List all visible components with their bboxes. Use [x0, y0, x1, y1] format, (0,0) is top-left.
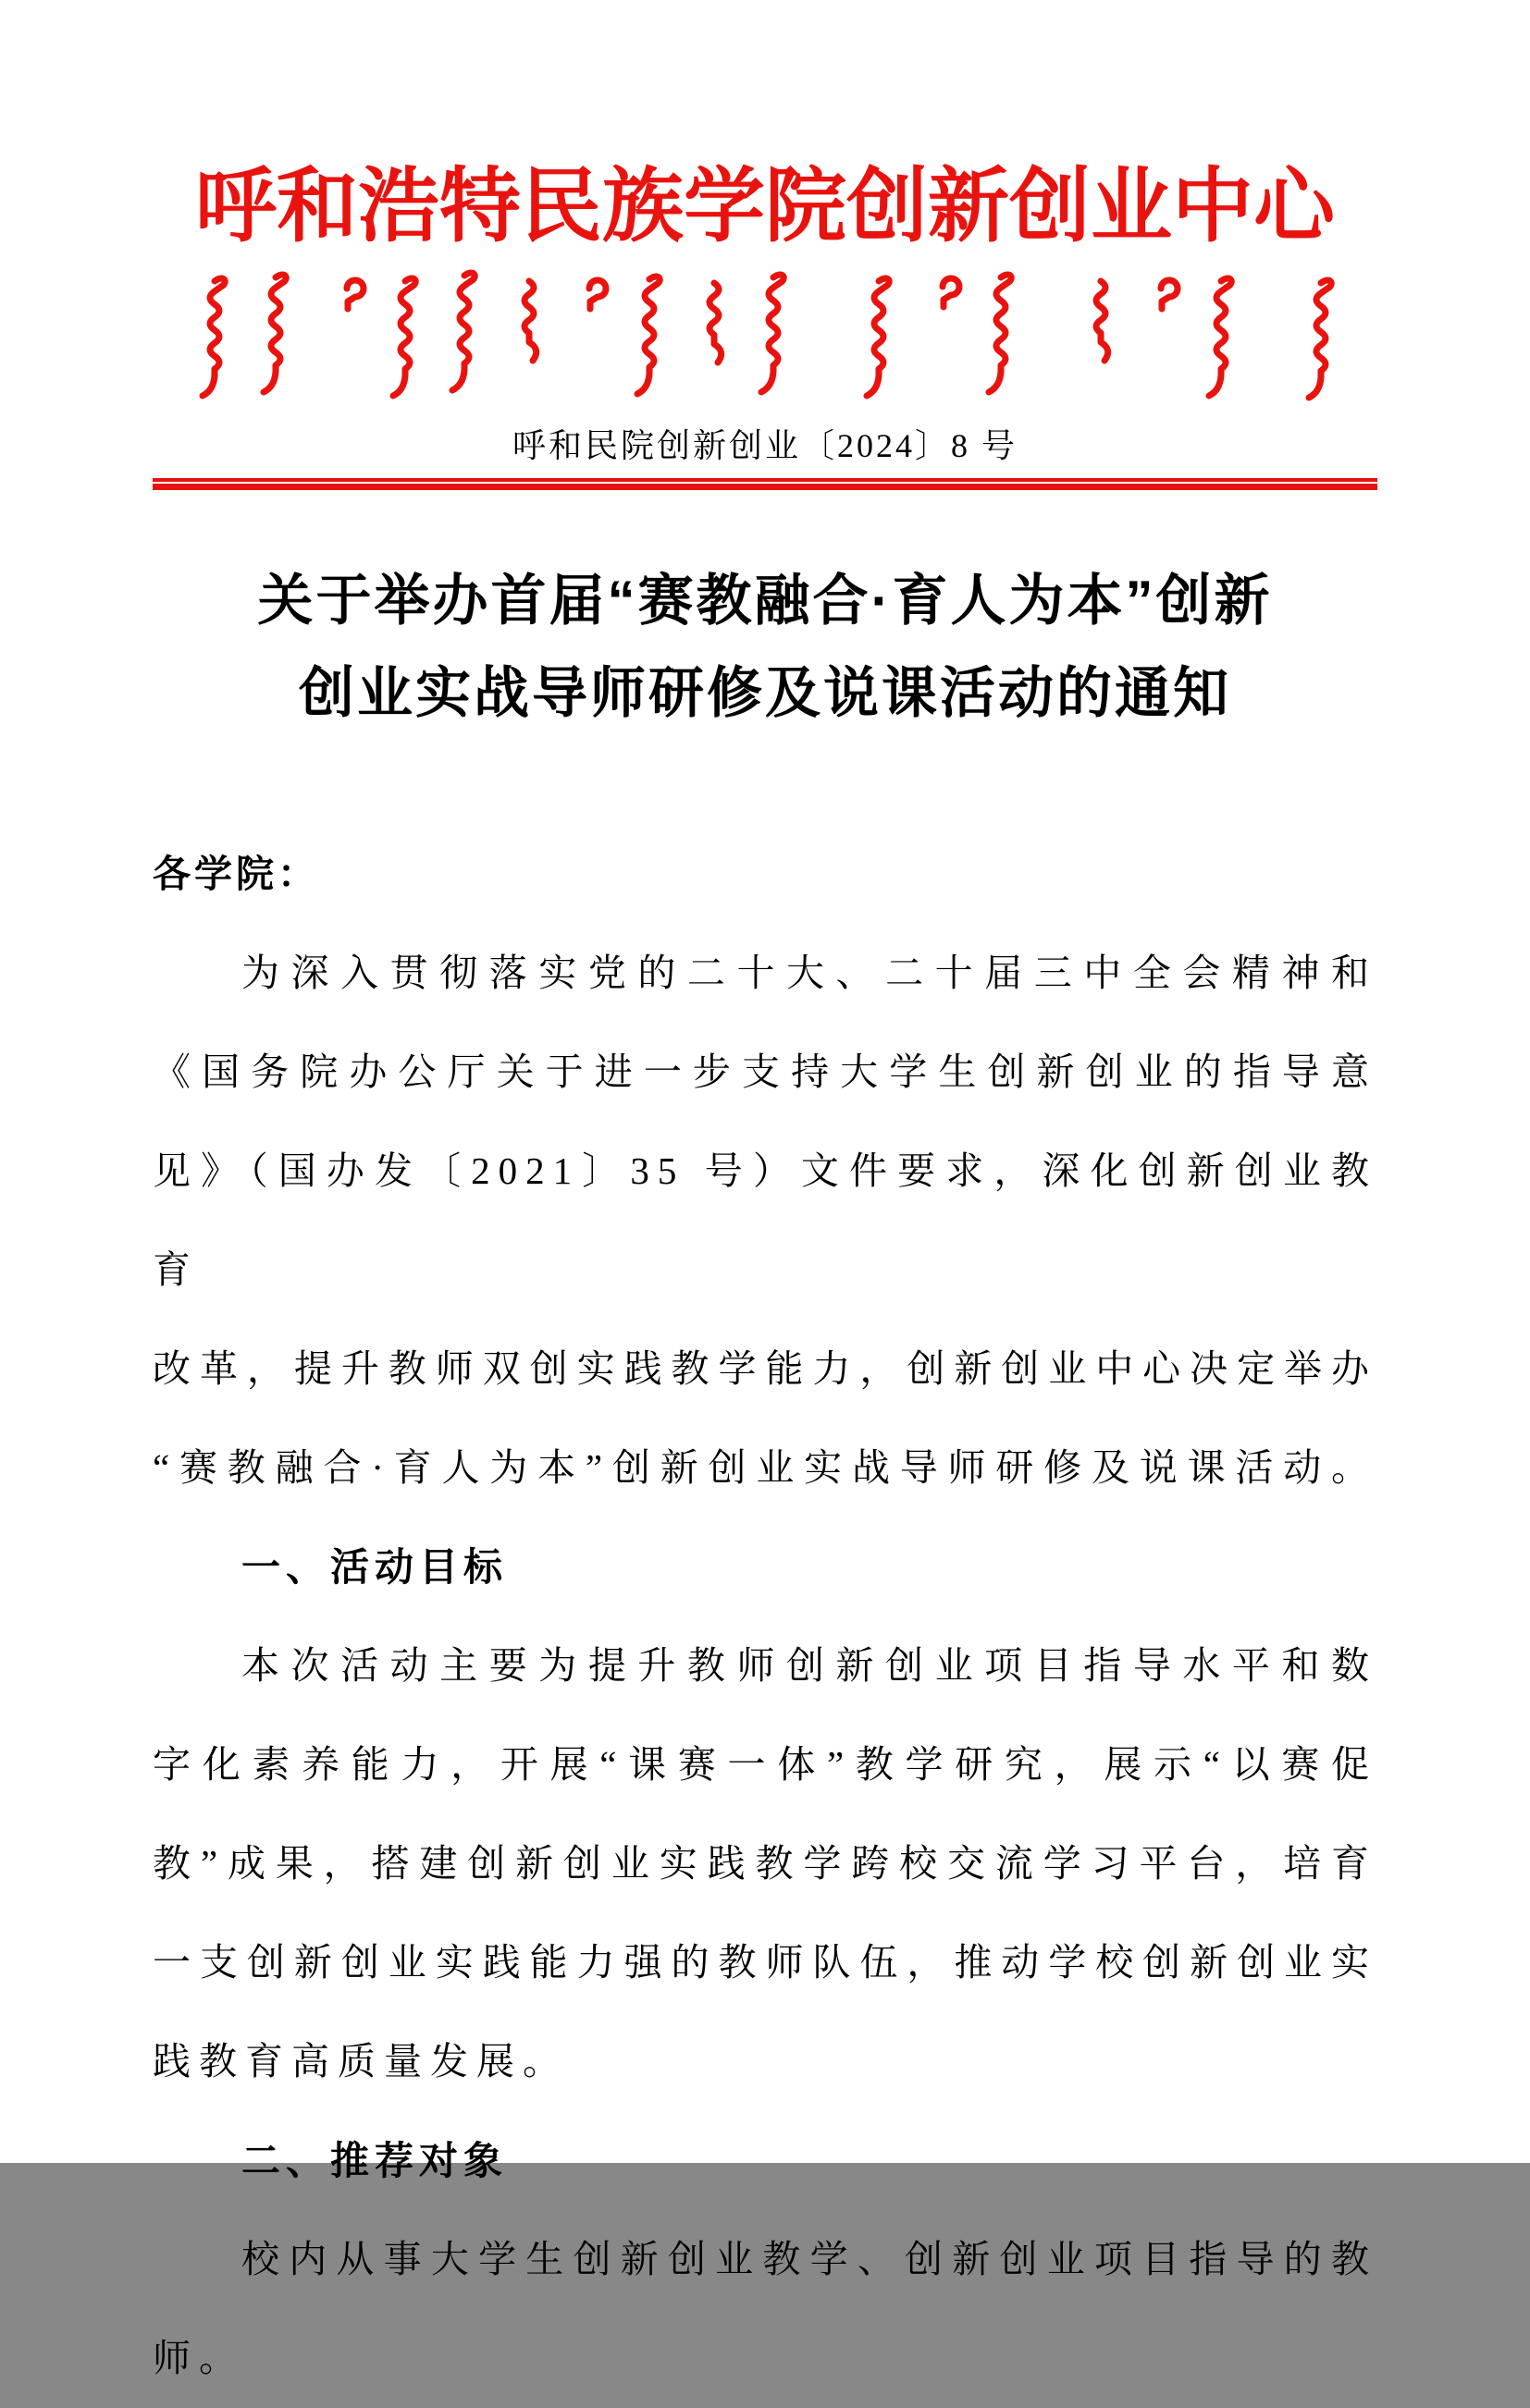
document-body: [153, 825, 1377, 2408]
body-line: “赛教融合·育人为本”创新创业实战导师研修及说课活动。: [153, 1446, 1377, 1489]
body-line: 一支创新创业实践能力强的教师队伍，推动学校创新创业实: [153, 1941, 1377, 1984]
body-line: 校内从事大学生创新创业教学、创新创业项目指导的教: [241, 2238, 1377, 2280]
section-heading-1: 一、活动目标: [241, 1545, 509, 1589]
body-line: 见》（国办发〔2021〕35 号）文件要求，深化创新创业教育: [153, 1149, 1377, 1291]
body-line: 为深入贯彻落实党的二十大、二十届三中全会精神和: [241, 952, 1377, 994]
body-line: 践教育高质量发展。: [153, 2040, 569, 2082]
doc-number: 呼和民院创新创业〔2024〕8 号: [512, 427, 1018, 464]
body-line: 《国务院办公厅关于进一步支持大学生创新创业的指导意: [153, 1050, 1377, 1093]
org-name-header: 呼和浩特民族学院创新创业中心: [194, 160, 1335, 252]
red-divider-line: [153, 478, 1377, 490]
doc-title-line2: 创业实战导师研修及说课活动的通知: [299, 662, 1231, 724]
body-line: 教”成果，搭建创新创业实践教学跨校交流学习平台，培育: [153, 1842, 1377, 1885]
body-line: 本次活动主要为提升教师创新创业项目指导水平和数: [241, 1644, 1377, 1687]
mongolian-script-text: [153, 266, 1377, 407]
body-line: 改革，提升教师双创实践教学能力，创新创业中心决定举办: [153, 1347, 1377, 1390]
doc-title-line1: 关于举办首届“赛教融合·育人为本”创新: [257, 570, 1273, 632]
body-line: 师。: [153, 2337, 245, 2379]
section-heading-2: 二、推荐对象: [241, 2139, 509, 2182]
doc-title: [153, 555, 1377, 740]
body-line: 字化素养能力，开展“课赛一体”教学研究，展示“以赛促: [153, 1743, 1377, 1786]
salutation: 各学院：: [153, 853, 319, 895]
